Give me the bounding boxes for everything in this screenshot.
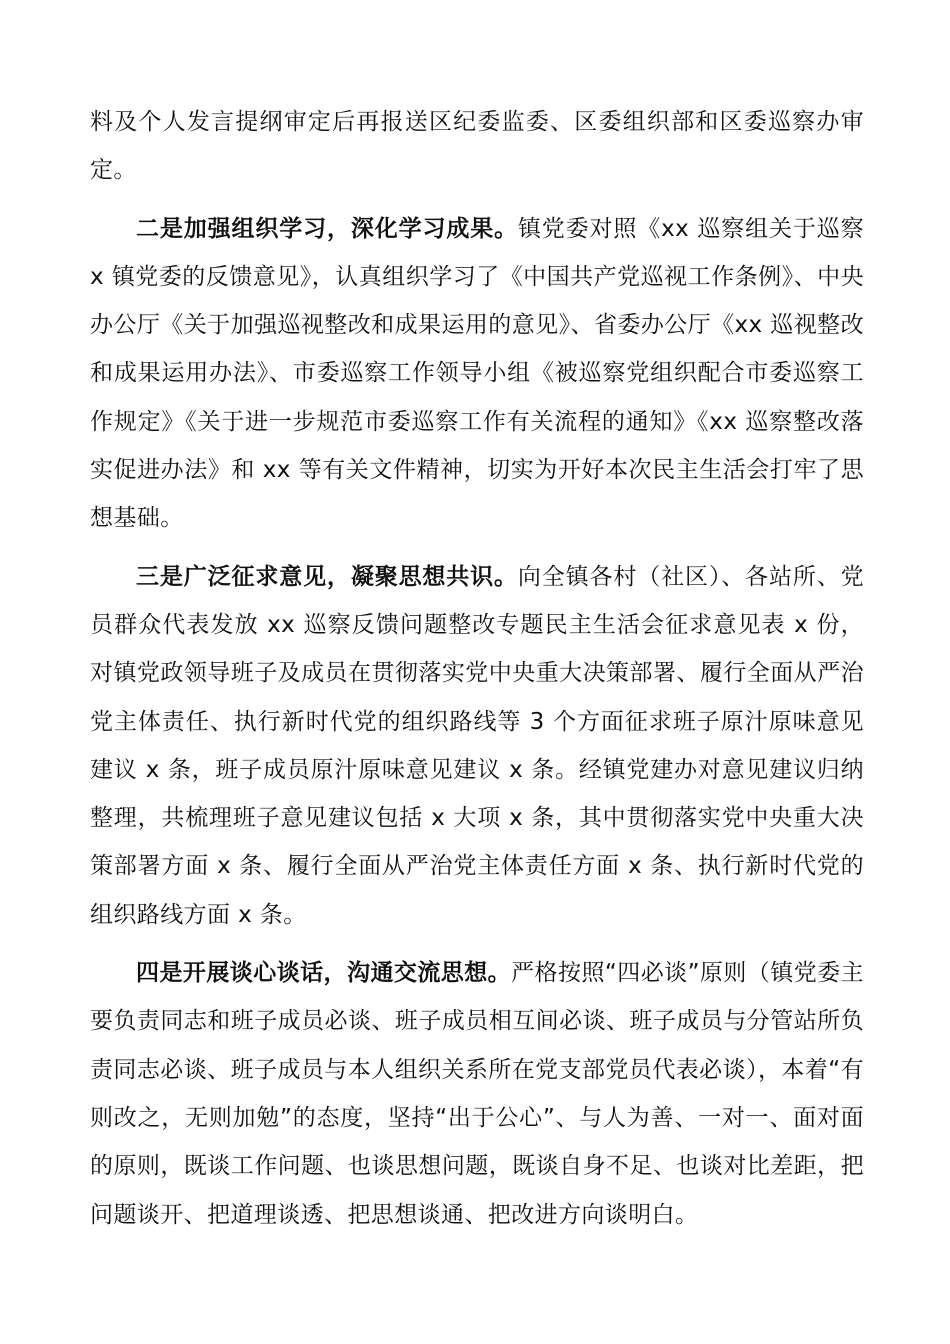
- paragraph-heading: 三是广泛征求意见，凝聚思想共识。: [136, 563, 518, 590]
- paragraph-text: 向全镇各村（社区）、各站所、党员群众代表发放 xx 巡察反馈问题整改专题民主生活会征求意见表 x 份，对镇党政领导班子及成员在贯彻落实党中央重大决策部署、履行全面从严治党主体责任、执行新时代党的组织路线等 3 个方面征求班子原汁原味意见建议 x 条，班子成员原汁原味意见建议 x 条。经镇党建办对意见建议归纳整理，共梳理班子意见建议包括 x 大项 x 条，其中贯彻落实党中央重大决策部署方面 x 条、履行全面从严治党主体责任方面 x 条、执行新时代党的组织路线方面 x 条。: [90, 563, 864, 928]
- paragraph-heading: 二是加强组织学习，深化学习成果。: [136, 215, 518, 242]
- paragraph-talks: [90, 949, 864, 1239]
- continued-paragraph: 料及个人发言提纲审定后再报送区纪委监委、区委组织部和区委巡察办审定。: [90, 109, 864, 184]
- document-body: [90, 98, 864, 1239]
- paragraph-text: 镇党委对照《xx 巡察组关于巡察 x 镇党委的反馈意见》，认真组织学习了《中国共产党巡视工作条例》、中央办公厅《关于加强巡视整改和成果运用的意见》、省委办公厅《xx 巡视整改和成果运用办法》、市委巡察工作领导小组《被巡察党组织配合市委巡察工作规定》《关于进一步规范市委巡察工作有关流程的通知》《xx 巡察整改落实促进办法》和 xx 等有关文件精神，切实为开好本次民主生活会打牢了思想基础。: [90, 215, 864, 532]
- paragraph-heading: 四是开展谈心谈话，沟通交流思想。: [136, 960, 512, 987]
- paragraph-opinions: [90, 553, 864, 939]
- paragraph-study: [90, 205, 864, 543]
- paragraph-text: 严格按照“四必谈”原则（镇党委主要负责同志和班子成员必谈、班子成员相互间必谈、班子成员与分管站所负责同志必谈、班子成员与本人组织关系所在党支部党员代表必谈），本着“有则改之，无则加勉”的态度，坚持“出于公心”、与人为善、一对一、面对面的原则，既谈工作问题、也谈思想问题，既谈自身不足、也谈对比差距，把问题谈开、把道理谈透、把思想谈通、把改进方向谈明白。: [90, 960, 864, 1228]
